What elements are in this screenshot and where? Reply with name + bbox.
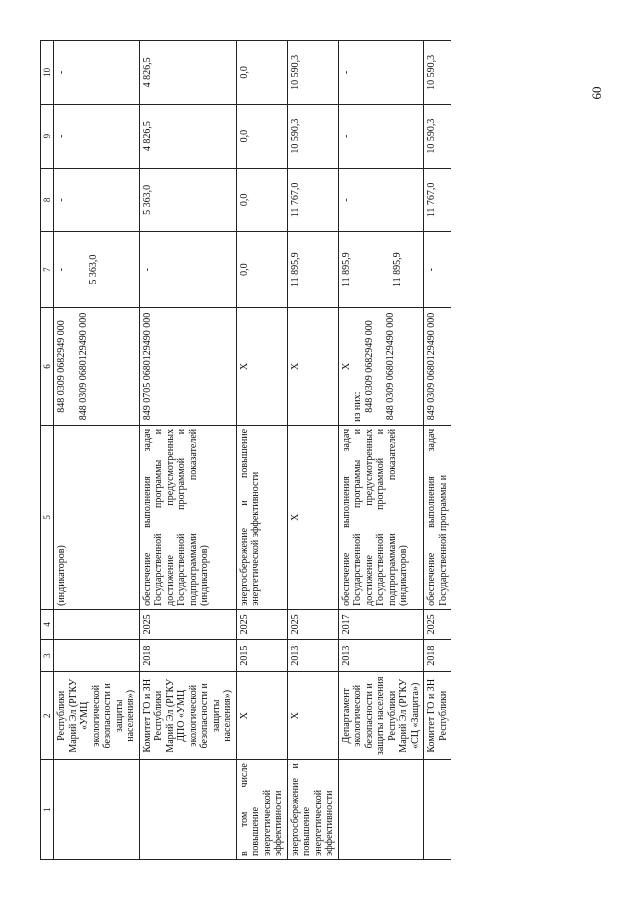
cell-end: 2025 xyxy=(236,609,287,639)
cell-value: - xyxy=(424,232,452,308)
cell-code: 849 0309 0680129490 000 xyxy=(424,308,452,426)
code-line: X xyxy=(340,362,352,371)
value-line: 11 895,9 xyxy=(392,252,404,287)
col-header-2: 2 xyxy=(41,672,54,760)
cell-executor: Департамент экологической безопасности и защиты населения Республики Марий Эл (РГКУ «СЦ «Защита») xyxy=(338,672,424,760)
budget-table xyxy=(40,40,451,860)
cell-value: - xyxy=(338,104,424,168)
cell-code: X xyxy=(287,308,338,426)
col-header-1: 1 xyxy=(41,760,54,860)
cell-start: 2018 xyxy=(139,639,236,671)
cell-value: - xyxy=(54,104,140,168)
cell-task: обеспечение выполнения задач Государственной программы и xyxy=(424,425,452,609)
col-header-9: 9 xyxy=(41,104,54,168)
cell-code xyxy=(338,308,424,426)
cell-value: - xyxy=(338,41,424,105)
cell-value: 11 895,9 xyxy=(287,232,338,308)
cell-code: 849 0705 0680129490 000 xyxy=(139,308,236,426)
cell-task: обеспечение выполнения задач Государственной программы и достижение предусмотренных Государственной программой и подпрограммами показателей (индикаторов) xyxy=(338,425,424,609)
code-note: из них: xyxy=(352,391,364,422)
table-row xyxy=(287,41,338,860)
cell-value: 0,0 xyxy=(236,232,287,308)
cell-value: 4 826,5 xyxy=(139,41,236,105)
cell-start: 2015 xyxy=(236,639,287,671)
cell-program-name xyxy=(236,760,287,860)
header-row xyxy=(41,41,54,860)
cell-value xyxy=(54,232,140,308)
cell-value xyxy=(338,232,424,308)
cell-start: 2013 xyxy=(338,639,424,671)
cell-end xyxy=(54,609,140,639)
cell-value: - xyxy=(338,168,424,232)
cell-end: 2025 xyxy=(287,609,338,639)
cell-start xyxy=(54,639,140,671)
cell-executor: Комитет ГО и ЗН Республики xyxy=(424,672,452,760)
cell-end: 2025 xyxy=(424,609,452,639)
cell xyxy=(338,760,424,860)
cell-value: - xyxy=(139,232,236,308)
table-row xyxy=(424,41,452,860)
cell xyxy=(139,760,236,860)
table-row xyxy=(139,41,236,860)
col-header-10: 10 xyxy=(41,41,54,105)
page-number: 60 xyxy=(589,86,604,100)
cell xyxy=(424,760,452,860)
cell-value: 0,0 xyxy=(236,41,287,105)
code-line: 848 0309 0682949 000 xyxy=(363,320,375,413)
code-line: 848 0309 0680129490 000 xyxy=(385,312,397,421)
value-line: - xyxy=(56,267,68,272)
col-header-7: 7 xyxy=(41,232,54,308)
cell-task: X xyxy=(287,425,338,609)
cell-value: 10 590,3 xyxy=(424,41,452,105)
table-row xyxy=(54,41,140,860)
cell-end: 2025 xyxy=(139,609,236,639)
col-header-6: 6 xyxy=(41,308,54,426)
value-line: 11 895,9 xyxy=(340,252,352,287)
rotated-table-container xyxy=(40,40,580,860)
cell-value: 5 363,0 xyxy=(139,168,236,232)
cell-value: - xyxy=(54,41,140,105)
code-line: 848 0309 0682949 000 xyxy=(56,320,68,413)
cell-start: 2018 xyxy=(424,639,452,671)
cell-value: 11 767,0 xyxy=(424,168,452,232)
cell-executor: Комитет ГО и ЗН Республики Марий Эл (РГКУ ДПО «УМЦ экологической безопасности и защиты населения») xyxy=(139,672,236,760)
cell-code xyxy=(54,308,140,426)
cell-executor: X xyxy=(287,672,338,760)
cell-executor: X xyxy=(236,672,287,760)
cell-start: 2013 xyxy=(287,639,338,671)
cell-subprogram-name: энергосбережение и повышение энергетической эффективности xyxy=(287,760,338,860)
cell-value: 10 590,3 xyxy=(287,41,338,105)
col-header-4: 4 xyxy=(41,609,54,639)
cell-task: (индикаторов) xyxy=(54,425,140,609)
cell-value: 10 590,3 xyxy=(424,104,452,168)
cell-value: 0,0 xyxy=(236,104,287,168)
cell-value: 0,0 xyxy=(236,168,287,232)
table-row xyxy=(338,41,424,860)
table-row xyxy=(236,41,287,860)
col-header-3: 3 xyxy=(41,639,54,671)
cell-task: энергосбережение и повышение энергетической эффективности xyxy=(236,425,287,609)
cell-task: обеспечение выполнения задач Государственной программы и достижение предусмотренных Государственной программой и подпрограммами показателей (индикаторов) xyxy=(139,425,236,609)
row-label: в том числе повышение энергетической эффективности xyxy=(238,763,285,856)
cell-end: 2017 xyxy=(338,609,424,639)
cell-value: 10 590,3 xyxy=(287,104,338,168)
cell-code: X xyxy=(236,308,287,426)
cell xyxy=(54,760,140,860)
value-line: 5 363,0 xyxy=(87,254,99,285)
code-line: 848 0309 0680129490 000 xyxy=(77,312,89,421)
col-header-8: 8 xyxy=(41,168,54,232)
cell-value: 4 826,5 xyxy=(139,104,236,168)
cell-value: - xyxy=(54,168,140,232)
cell-executor: Республики Марий Эл (РГКУ «УМЦ экологической безопасности и защиты населения») xyxy=(54,672,140,760)
cell-value: 11 767,0 xyxy=(287,168,338,232)
col-header-5: 5 xyxy=(41,425,54,609)
